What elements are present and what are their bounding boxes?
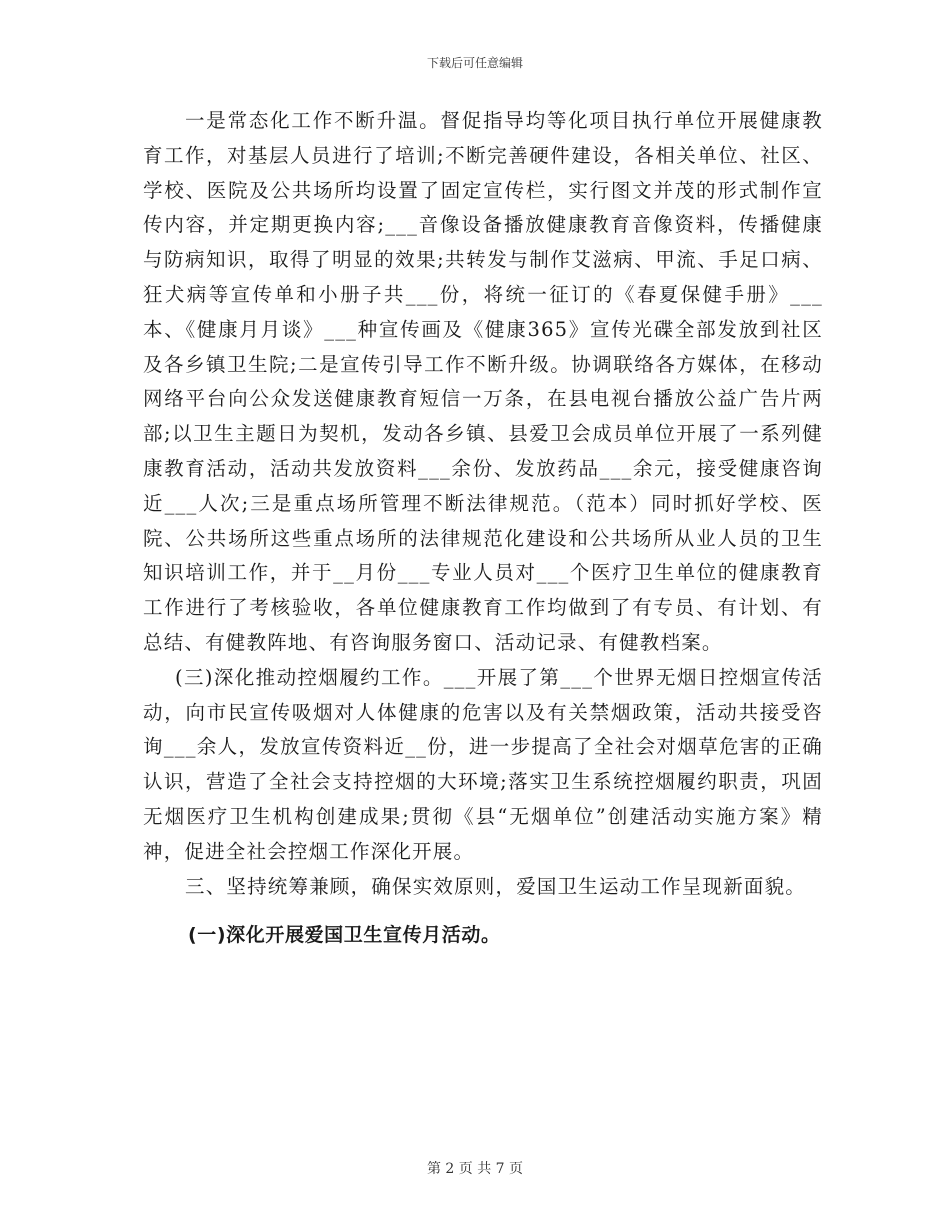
paragraph-tobacco-control: (三)深化推动控烟履约工作。___开展了第___个世界无烟日控烟宣传活动，向市民宣传吸烟对人体健康的危害以及有关禁烟政策，活动共接受咨询___余人，发放宣传资料近__份，进一步提高了全社会对烟草危害的正确认识，营造了全社会支持控烟的大环境;落实卫生系统控烟履约职责，巩固无烟医疗卫生机构创建成果;贯彻《县“无烟单位”创建活动实施方案》精神，促进全社会控烟工作深化开展。: [143, 665, 823, 863]
document-body: [143, 104, 823, 953]
page-header: 下载后可任意编辑: [426, 56, 523, 70]
page-number: 第 2 页 共 7 页: [426, 1161, 524, 1177]
paragraph-routine-work: 一是常态化工作不断升温。督促指导均等化项目执行单位开展健康教育工作，对基层人员进行了培训;不断完善硬件建设，各相关单位、社区、学校、医院及公共场所均设置了固定宣传栏，实行图文并茂的形式制作宣传内容，并定期更换内容;___音像设备播放健康教育音像资料，传播健康与防病知识，取得了明显的效果;共转发与制作艾滋病、甲流、手足口病、狂犬病等宣传单和小册子共___份，将统一征订的《春夏保健手册》___本、《健康月月谈》___种宣传画及《健康365》宣传光碟全部发放到社区及各乡镇卫生院;二是宣传引导工作不断升级。协调联络各方媒体，在移动网络平台向公众发送健康教育短信一万条，在县电视台播放公益广告片两部;以卫生主题日为契机，发动各乡镇、县爱卫会成员单位开展了一系列健康教育活动，活动共发放资料___余份、发放药品___余元，接受健康咨询近___人次;三是重点场所管理不断法律规范。（范本）同时抓好学校、医院、公共场所这些重点场所的法律规范化建设和公共场所从业人员的卫生知识培训工作，并于__月份___专业人员对___个医疗卫生单位的健康教育工作进行了考核验收，各单位健康教育工作均做到了有专员、有计划、有总结、有健教阵地、有咨询服务窗口、活动记录、有健教档案。: [143, 109, 823, 654]
paragraph-section-three: 三、坚持统筹兼顾，确保实效原则，爱国卫生运动工作呈现新面貌。: [185, 874, 807, 898]
section-heading: (一)深化开展爱国卫生宣传月活动。: [188, 924, 501, 947]
